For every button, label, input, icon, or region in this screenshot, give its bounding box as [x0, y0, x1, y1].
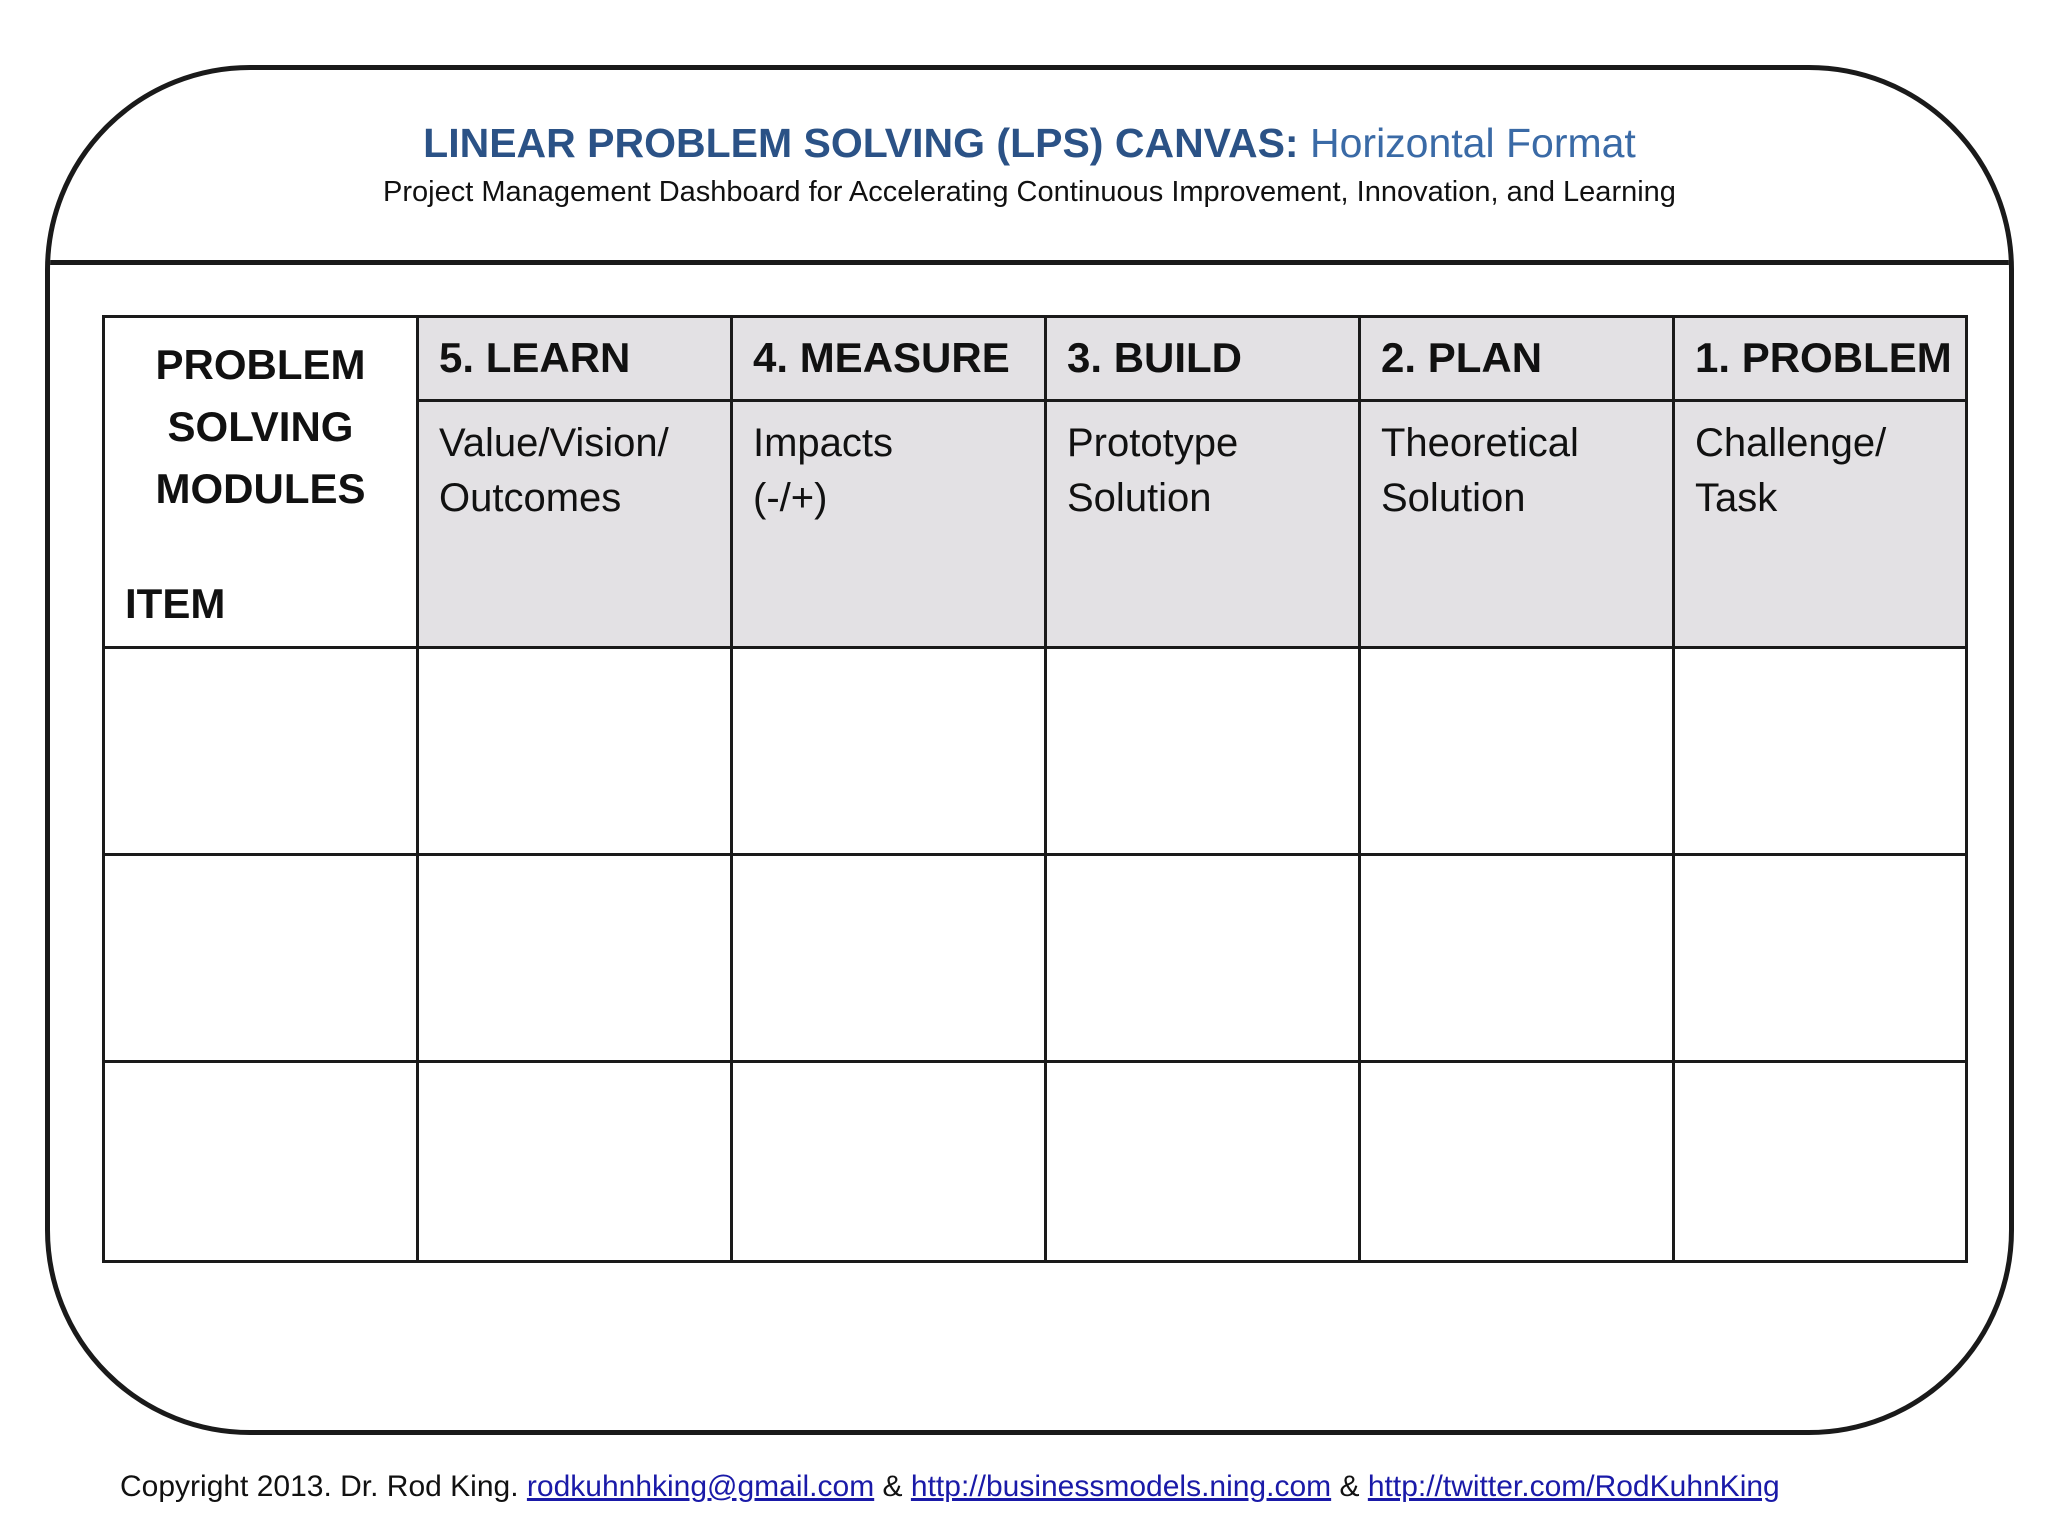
table-cell — [105, 1063, 419, 1260]
modules-header-cell — [105, 318, 419, 649]
table-cell — [1361, 1063, 1675, 1260]
table-cell — [419, 856, 733, 1063]
column-title-build — [1047, 318, 1361, 402]
step-description: Theoretical Solution — [1381, 421, 1579, 520]
column-title-problem — [1675, 318, 1965, 402]
column-desc-measure — [733, 402, 1047, 649]
table-cell — [1047, 1063, 1361, 1260]
table-cell — [105, 649, 419, 856]
title-format: Horizontal Format — [1310, 120, 1636, 166]
step-description: Prototype Solution — [1067, 421, 1239, 520]
title-strong: LINEAR PROBLEM SOLVING (LPS) CANVAS: — [423, 120, 1299, 166]
table-cell — [419, 1063, 733, 1260]
table-cell — [1675, 1063, 1965, 1260]
step-description: Value/Vision/ Outcomes — [439, 421, 669, 520]
column-desc-plan — [1361, 402, 1675, 649]
page-title — [50, 118, 2009, 168]
lps-grid — [102, 315, 1968, 1263]
page-subtitle: Project Management Dashboard for Accelerating Continuous Improvement, Innovation, and Learning — [383, 176, 1676, 208]
step-title: 3. BUILD — [1067, 334, 1243, 381]
step-title: 4. MEASURE — [753, 334, 1010, 381]
step-title: 1. PROBLEM — [1695, 334, 1952, 381]
table-cell — [1047, 649, 1361, 856]
column-title-measure — [733, 318, 1047, 402]
table-cell — [1675, 649, 1965, 856]
item-label: ITEM — [125, 580, 226, 627]
canvas-header — [50, 70, 2009, 265]
twitter-link[interactable]: http://twitter.com/RodKuhnKing — [1367, 1470, 1780, 1503]
table-cell — [733, 649, 1047, 856]
step-description: Impacts (-/+) — [753, 421, 894, 520]
column-title-plan — [1361, 318, 1675, 402]
table-cell — [1361, 649, 1675, 856]
footer — [120, 1468, 1780, 1506]
modules-label: PROBLEM SOLVING MODULES — [155, 341, 366, 512]
step-description: Challenge/ Task — [1695, 421, 1887, 520]
table-cell — [1047, 856, 1361, 1063]
table-cell — [733, 856, 1047, 1063]
separator: & — [1339, 1470, 1360, 1503]
step-title: 5. LEARN — [439, 334, 631, 381]
column-desc-learn — [419, 402, 733, 649]
column-title-learn — [419, 318, 733, 402]
table-cell — [1361, 856, 1675, 1063]
ning-link[interactable]: http://businessmodels.ning.com — [910, 1470, 1332, 1503]
step-title: 2. PLAN — [1381, 334, 1543, 381]
column-desc-build — [1047, 402, 1361, 649]
copyright-text: Copyright 2013. Dr. Rod King. — [120, 1470, 519, 1503]
table-cell — [1675, 856, 1965, 1063]
email-link[interactable]: rodkuhnhking@gmail.com — [526, 1470, 875, 1503]
column-desc-problem — [1675, 402, 1965, 649]
table-cell — [105, 856, 419, 1063]
separator: & — [882, 1470, 903, 1503]
table-cell — [733, 1063, 1047, 1260]
table-cell — [419, 649, 733, 856]
